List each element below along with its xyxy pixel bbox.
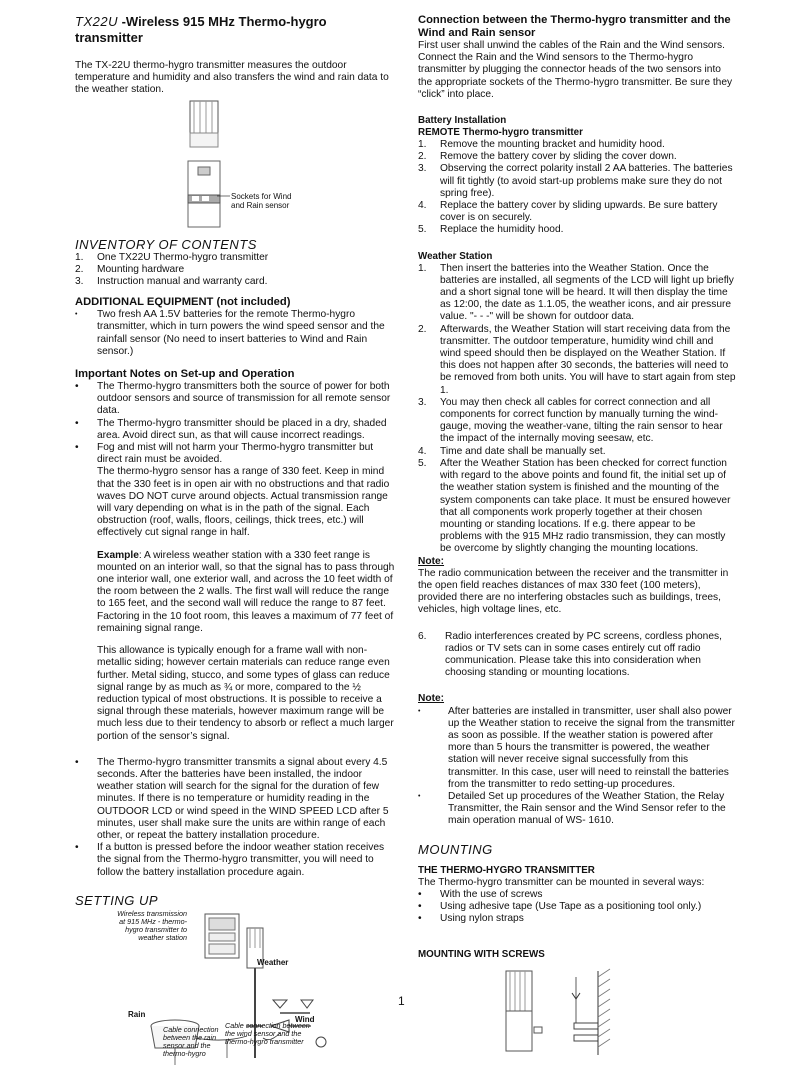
notes-list [75,381,395,466]
note-label: Note: [418,555,445,567]
allowance-paragraph: This allowance is typically enough for a frame wall with non-metallic siding; however certain materials can reduce range even further. Metal siding, stucco, and some types of glass can reduce signal range by as much as ¾ or more, compared to the ½ reduction typical of most obstructions. It is possible to receive a signal through these materials, however maximum range will be much less due to their tendency to absorb or reflect a much larger portion of the sensor’s signal. [97,645,394,742]
screws-heading: MOUNTING WITH SCREWS [418,949,545,961]
example-paragraph: Example: A wireless weather station with a 330 feet range is mounted on an interior wall, so that the signal has to pass through one interior wall, one exterior wall, and across the 10 feet width of the room between the 2 walls. The first wall will reduce the range to 165 feet, and the second wall will reduce the range to 87 feet. Factoring in the 10 foot room, this leaves a maximum of 77 feet of remaining signal range. [97,549,395,634]
model-name: TX22U [75,14,118,29]
connection-heading: Connection between the Thermo-hygro transmitter and the Wind and Rain sensor [418,14,731,39]
list-item: 2. Mounting hardware [75,263,185,275]
example-label: Example [97,549,139,561]
list-item: 3. Observing the correct polarity install 2 AA batteries. The batteries will fit tightly (to avoid start-up problems make sure they do not spring free). [418,163,733,199]
bullet-icon: • [75,381,79,393]
range-paragraph: The thermo-hygro sensor has a range of 330 feet. Keep in mind that the 330 feet is in open air with no obstructions and that radio waves DO NOT curve around objects. Actual transmission range will vary depending on what is in the path of the signal. Each obstruction (roof, walls, floors, ceilings, thick trees, etc.) will effectively cut signal range in half. [97,466,390,539]
cable-wind-label: Cable connection between the wind sensor and the thermo-hygro transmitter [225,1020,310,1047]
note-paragraph: The radio communication between the receiver and the transmitter in the open field reaches distances of max 330 feet (100 meters), provided there are no interfering obstacles such as buildings, trees, vehicles, high voltage lines, etc. [418,567,729,616]
intro-paragraph: The TX-22U thermo-hygro transmitter measures the outdoor temperature and humidity and also transfers the wind and rain data to the weather station. [75,60,389,96]
list-item: 3. Instruction manual and warranty card. [75,276,268,288]
setup-heading: SETTING UP [75,892,159,908]
bullet-icon: • [418,888,422,900]
list-item: 1. Remove the mounting bracket and humidity hood. [418,139,665,151]
list-item: • Detailed Set up procedures of the Weather Station, the Relay Transmitter, the Rain sensor and the Wind Sensor refer to the main operation manual of WS- 1610. [418,790,726,827]
bullet-icon: • [75,756,79,768]
station-steps [418,263,736,556]
cable-rain-label: Cable connection between the rain sensor and the thermo-hygro [163,1024,219,1059]
list-item: • The Thermo-hygro transmitter transmits a signal about every 4.5 seconds. After the batteries have been installed, the indoor weather station will search for the signal for the duration of few minutes. If there is no temperature or humidity reading in the OUTDOOR LCD or wind speed in the WIND SPEED LCD after 5 minutes, user shall make sure the units are within range of each other, or repeat the battery installation procedure. [75,756,389,841]
remote-steps [418,139,736,237]
page-number: 1 [398,994,405,1008]
additional-heading: ADDITIONAL EQUIPMENT (not included) [75,296,291,309]
wireless-label: Wireless transmission at 915 MHz - thermo-hygro transmitter to weather station [117,908,187,943]
bullet-icon: • [418,707,421,715]
list-item: • If a button is pressed before the indoor weather station receives the signal from the Thermo-hygro transmitter, you will need to follow the battery installation procedure again. [75,842,385,878]
rain-label: Rain [128,1009,146,1019]
thermo-heading: THE THERMO-HYGRO TRANSMITTER [418,864,595,876]
inventory-heading: INVENTORY OF CONTENTS [75,236,257,252]
sockets-label: Sockets for Wind and Rain sensor [231,191,292,210]
notes2-list [75,757,395,879]
bullet-icon: • [418,913,422,925]
list-item: • Fog and mist will not harm your Thermo-hygro transmitter but direct rain must be avoided. [75,442,374,466]
list-item: 5. Replace the humidity hood. [418,224,564,236]
battery-heading: Battery Installation [418,115,507,127]
station-heading: Weather Station [418,250,493,262]
list-item: • After batteries are installed in transmitter, user shall also power up the Weather station to receive the signal from the transmitter as soon as possible. If the weather station is powered after more than 5 hours the transmitter is powered, the weather station will never receive signal successfully from this transmitter. In this case, user will need to reinstall the batteries from the transmitter to redo setting-up procedures. [418,705,735,790]
title-text: -Wireless 915 MHz Thermo-hygro transmitter [75,14,327,45]
thermo-paragraph: The Thermo-hygro transmitter can be mounted in several ways: [418,876,705,888]
list-item: 2. Remove the battery cover by sliding the cover down. [418,151,677,163]
list-item: 1. Then insert the batteries into the Weather Station. Once the batteries are installed, all segments of the LCD will light up briefly and a short signal tone will be heard. It will then display the time as 12:00, the date as 1.1.05, the weather icons, and air pressure value. "- - -" will be shown for outdoor data. [418,262,734,323]
bullet-icon: • [75,442,79,454]
right-column [418,14,736,1051]
transmitter-figure [75,97,395,231]
list-item: 3. You may then check all cables for correct connection and all components for correct function by manually turning the wind-gauge, moving the weather-vane, tilting the rain sensor to hear the impact of the internally moving seesaw, etc. [418,396,723,445]
connection-paragraph: First user shall unwind the cables of the Rain and the Wind sensors. Connect the Rain and the Wind sensors to the Thermo-hygro transmitter by plugging the connector heads of the two sensors into the appropriate sockets of the Thermo-hygro transmitter. Be sure they “click” into place. [418,40,733,100]
notes-heading: Important Notes on Set-up and Operation [75,368,295,381]
step6-list [418,631,736,680]
bullet-icon: • [75,311,78,319]
weather-label: Weather [257,957,289,967]
list-item: • Using adhesive tape (Use Tape as a positioning tool only.) [418,900,702,912]
wind-label: Wind [295,1014,315,1024]
list-item: 4. Time and date shall be manually set. [418,445,606,457]
list-item: • Using nylon straps [418,913,524,925]
list-item: • The Thermo-hygro transmitter should be placed in a dry, shaded area. Avoid direct sun, as that will cause incorrect readings. [75,417,387,441]
list-item: • With the use of screws [418,888,543,900]
list-item: 5. After the Weather Station has been checked for correct function with regard to the above points and found fit, the initial set up of the weather station system is finished and the mounting of the system components can take place. It must be ensured however that all components work properly together at their chosen mounting or standing locations. If e.g. there appear to be problems with the 915 MHz radio transmission, they can mostly be overcome by slightly changing the mounting locations. [418,457,731,555]
list-item: 4. Replace the battery cover by sliding upwards. Be sure battery cover is on securely. [418,200,718,224]
bullet-icon: • [75,842,79,854]
bullet-icon: • [418,792,421,800]
additional-list [75,309,395,358]
left-column [75,14,395,1068]
transmitter-title [75,14,395,46]
screws-illustration [498,967,698,1057]
list-item: 2. Afterwards, the Weather Station will start receiving data from the transmitter. The outdoor temperature, humidity wind chill and wind speed should then be displayed on the Weather Station. If this does not happen after 30 seconds, the batteries will need to be removed from both units. You will have to start again from step 1. [418,323,736,396]
note2-label: Note: [418,693,445,705]
mount-ways-list [418,889,736,926]
list-item: 1. One TX22U Thermo-hygro transmitter [75,251,269,263]
inventory-list [75,252,395,289]
list-item: 6. Radio interferences created by PC screens, cordless phones, radios or TV sets can in some cases entirely cut off radio communication. Please take this into consideration when choosing standing or mounting locations. [418,630,722,679]
remote-heading: REMOTE Thermo-hygro transmitter [418,127,583,139]
bullet-icon: • [75,417,79,429]
screws-figure [418,961,736,1051]
bullet-icon: • [418,900,422,912]
list-item: • Two fresh AA 1.5V batteries for the remote Thermo-hygro transmitter, which in turn powers the wind speed sensor and the rainfall sensor (No need to insert batteries to Wind and Rain sensor.) [75,309,385,357]
setup-figure [75,908,395,1068]
list-item: • The Thermo-hygro transmitters both the source of power for both outdoor sensors and source of transmission for all remote sensor data. [75,381,391,417]
mounting-heading: MOUNTING [418,841,493,857]
note2-list [418,706,736,828]
